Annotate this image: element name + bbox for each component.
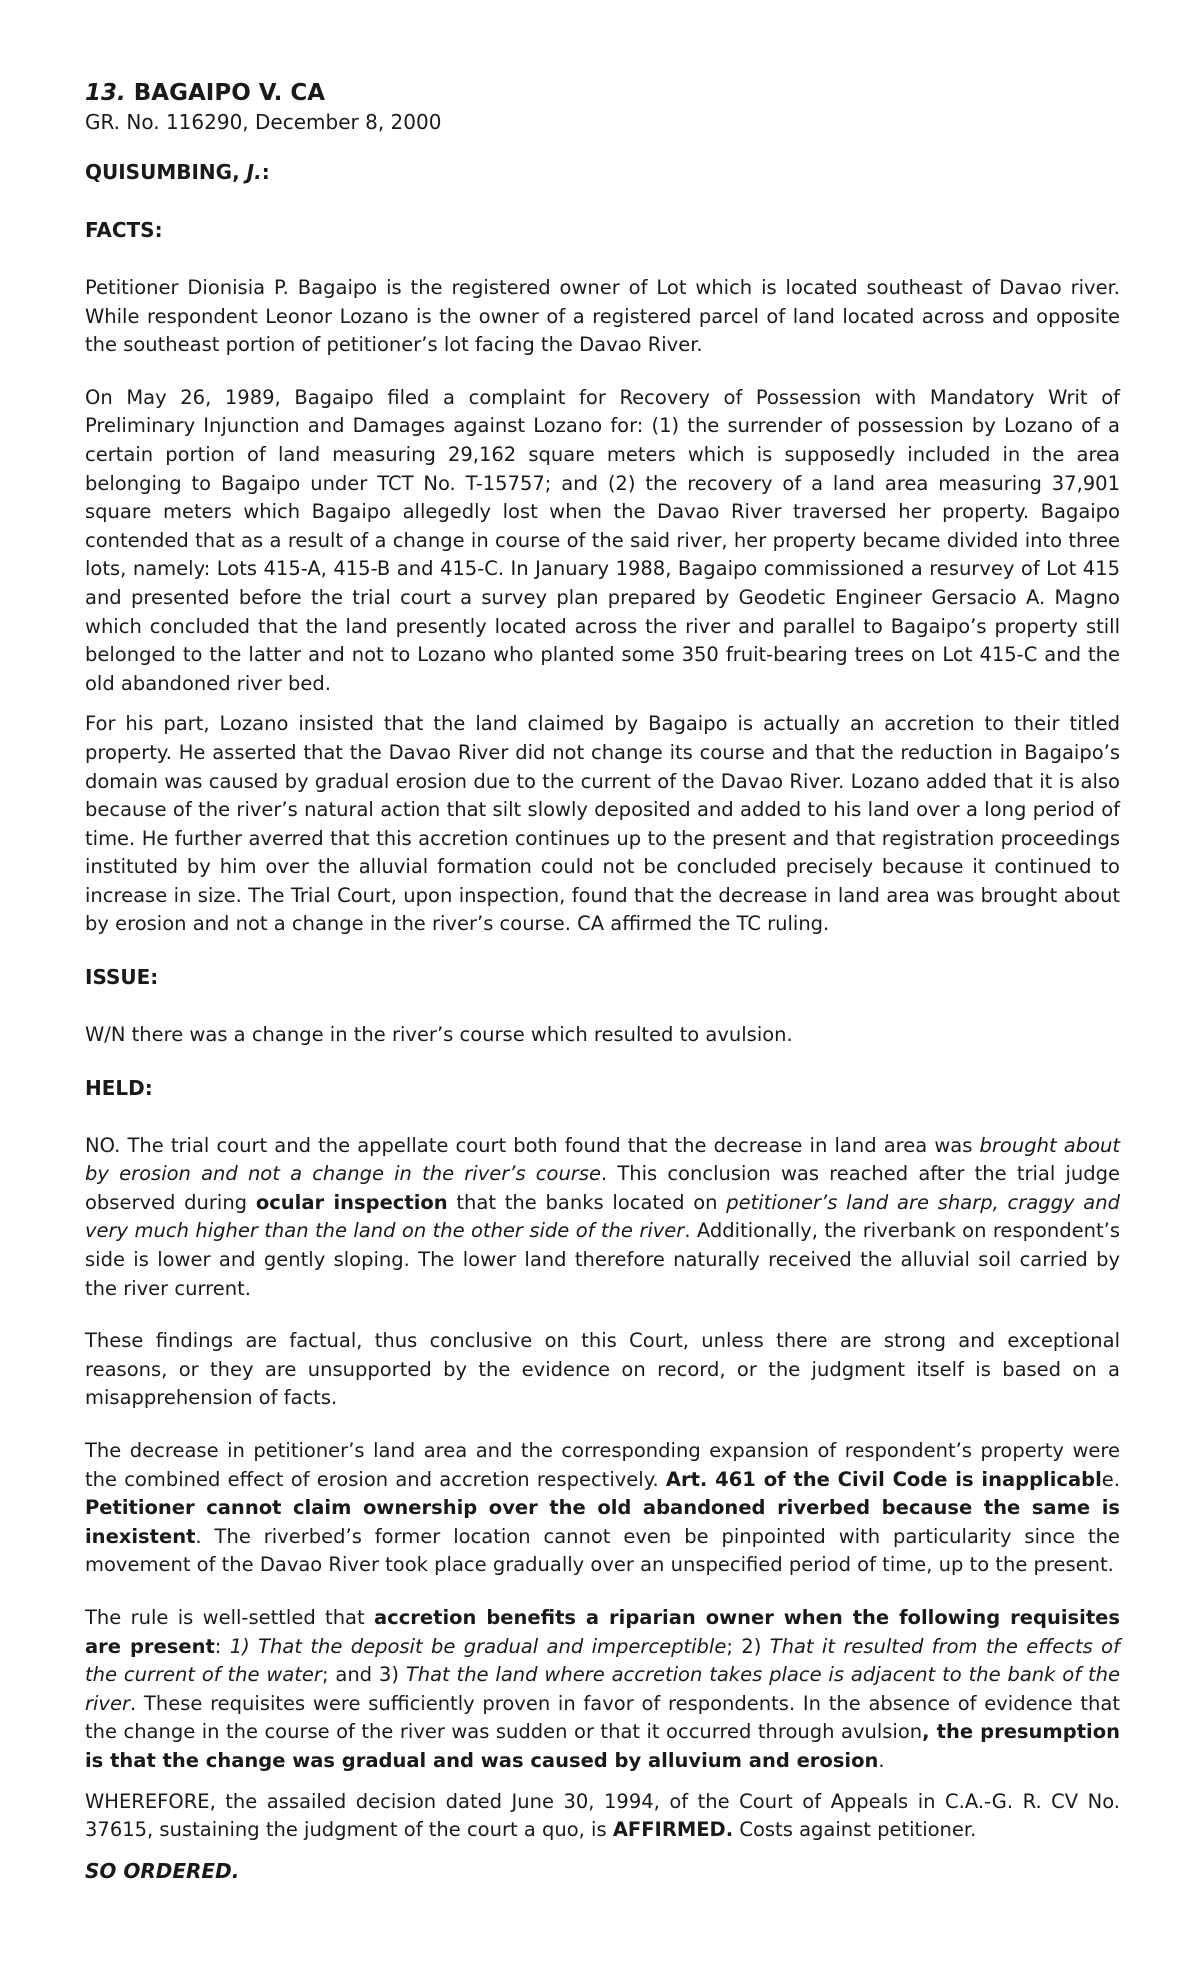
held-p4-bold-presumption: , the presumption is that the change was gradual and was caused by alluvium and erosion	[85, 1720, 1120, 1772]
held-p1-italic-finding: brought about by erosion and not a change in the river’s course	[85, 1133, 1120, 1186]
facts-paragraph-3: For his part, Lozano insisted that the land claimed by Bagaipo is actually an accretion to their titled property. He asserted that the Davao River did not change its course and that the reduction in Bagaipo’s domain was caused by gradual erosion due to the current of the Davao River. Lozano added that it is also because of the river’s natural action that silt slowly deposited and added to his land over a long period of time. He further averred that this accretion continues up to the present and that registration proceedings instituted by him over the alluvial formation could not be concluded precisely because it continued to increase in size. The Trial Court, upon inspection, found that the decrease in land area was brought about by erosion and not a change in the river’s course. CA affirmed the TC ruling.	[85, 712, 1120, 936]
facts-heading: FACTS:	[85, 218, 163, 242]
held-p4-text-e: ; 2)	[726, 1634, 770, 1658]
held-p4-italic-req3: That the land where accretion takes place is adjacent to the bank of the river	[85, 1663, 1120, 1715]
held-p3-text-a: The decrease in petitioner’s land area and the corresponding expansion of respondent’s property were the combined effect of erosion and accretion respectively.	[85, 1439, 1120, 1491]
held-paragraph-1	[85, 1132, 1120, 1304]
held-paragraph-5	[85, 1788, 1120, 1845]
held-p4-text-c: :	[214, 1634, 230, 1658]
gr-number-line: GR. No. 116290, December 8, 2000	[85, 110, 442, 134]
held-p3-text-c: e.	[1101, 1467, 1120, 1491]
facts-paragraph-1: Petitioner Dionisia P. Bagaipo is the registered owner of Lot which is located southeast of Davao river. While respondent Leonor Lozano is the owner of a registered parcel of land located across and opposite the southeast portion of petitioner’s lot facing the Davao River.	[85, 276, 1120, 357]
held-heading: HELD:	[85, 1075, 153, 1100]
held-paragraph-4	[85, 1604, 1120, 1776]
ponente-line	[85, 158, 1120, 186]
held-p4-text-i: . These requisites were sufficiently proven in favor of respondents. In the absence of evidence that the change in the course of the river was sudden or that it occurred through avulsion	[85, 1691, 1120, 1744]
held-p1-text-a: NO. The trial court and the appellate court both found that the decrease in land area was	[85, 1133, 980, 1157]
held-p4-text-k: .	[878, 1748, 885, 1772]
case-number: 13.	[85, 80, 126, 106]
held-p5-bold-affirmed: AFFIRMED.	[612, 1818, 734, 1842]
held-paragraph-2: These findings are factual, thus conclusive on this Court, unless there are strong and exceptional reasons, or they are unsupported by the evidence on record, or the judgment itself is based on a misapprehension of facts.	[85, 1329, 1120, 1410]
held-p4-italic-req2: That it resulted from the effects of the current of the water	[85, 1634, 1120, 1687]
issue-heading: ISSUE:	[85, 965, 159, 990]
ponente-name: QUISUMBING,	[85, 160, 240, 184]
held-p1-text-e: that the banks located on	[447, 1190, 727, 1214]
held-p1-bold-ocular: ocular inspection	[255, 1190, 448, 1214]
ponente-suffix: J.	[246, 160, 262, 184]
held-p3-bold-petitioner: Petitioner cannot claim ownership over the old abandoned riverbed because the same is inexistent	[85, 1496, 1120, 1548]
case-title: BAGAIPO V. CA	[133, 80, 326, 106]
ponente-colon: :	[261, 160, 270, 184]
so-ordered: SO ORDERED.	[85, 1858, 240, 1883]
held-p5-text-a: WHEREFORE, the assailed decision dated June 30, 1994, of the Court of Appeals in C.A.-G. R. CV No. 37615, sustaining the judgment of the court a quo, is	[85, 1789, 1120, 1842]
issue-text: W/N there was a change in the river’s course which resulted to avulsion.	[85, 1023, 793, 1047]
held-p5-text-c: Costs against petitioner.	[733, 1818, 977, 1842]
held-p4-italic-req1: 1) That the deposit be gradual and imperceptible	[229, 1634, 727, 1658]
held-p1-text-c: . This conclusion was reached after the trial judge observed during	[85, 1162, 1120, 1214]
case-heading	[85, 78, 1120, 108]
facts-paragraph-2: On May 26, 1989, Bagaipo filed a complaint for Recovery of Possession with Mandatory Writ of Preliminary Injunction and Damages against Lozano for: (1) the surrender of possession by Lozano of a certain portion of land measuring 29,162 square meters which is supposedly included in the area belonging to Bagaipo under TCT No. T-15757; and (2) the recovery of a land area measuring 37,901 square meters which Bagaipo allegedly lost when the Davao River traversed her property. Bagaipo contended that as a result of a change in course of the said river, her property became divided into three lots, namely: Lots 415-A, 415-B and 415-C. In January 1988, Bagaipo commissioned a resurvey of Lot 415 and presented before the trial court a survey plan prepared by Geodetic Engineer Gersacio A. Magno which concluded that the land presently located across the river and parallel to Bagaipo’s property still belonged to the latter and not to Lozano who planted some 350 fruit-bearing trees on Lot 415-C and the old abandoned river bed.	[85, 385, 1120, 695]
held-p4-text-a: The rule is well-settled that	[85, 1605, 374, 1629]
held-p3-bold-article: Art. 461 of the Civil Code is inapplicabl	[665, 1467, 1102, 1491]
held-p4-bold-rule: accretion benefits a riparian owner when the following requisites are present	[85, 1605, 1120, 1658]
held-p1-italic-banks: petitioner’s land are sharp, craggy and very much higher than the land on the other side of the river	[85, 1190, 1120, 1243]
held-p1-text-g: . Additionally, the riverbank on respondent’s side is lower and gently sloping. The lower land therefore naturally received the alluvial soil carried by the river current.	[85, 1219, 1120, 1300]
held-p4-text-g: ; and 3)	[321, 1663, 406, 1687]
held-paragraph-3	[85, 1437, 1120, 1580]
held-p3-text-e: . The riverbed’s former location cannot even be pinpointed with particularity since the movement of the Davao River took place gradually over an unspecified period of time, up to the present.	[85, 1524, 1120, 1577]
